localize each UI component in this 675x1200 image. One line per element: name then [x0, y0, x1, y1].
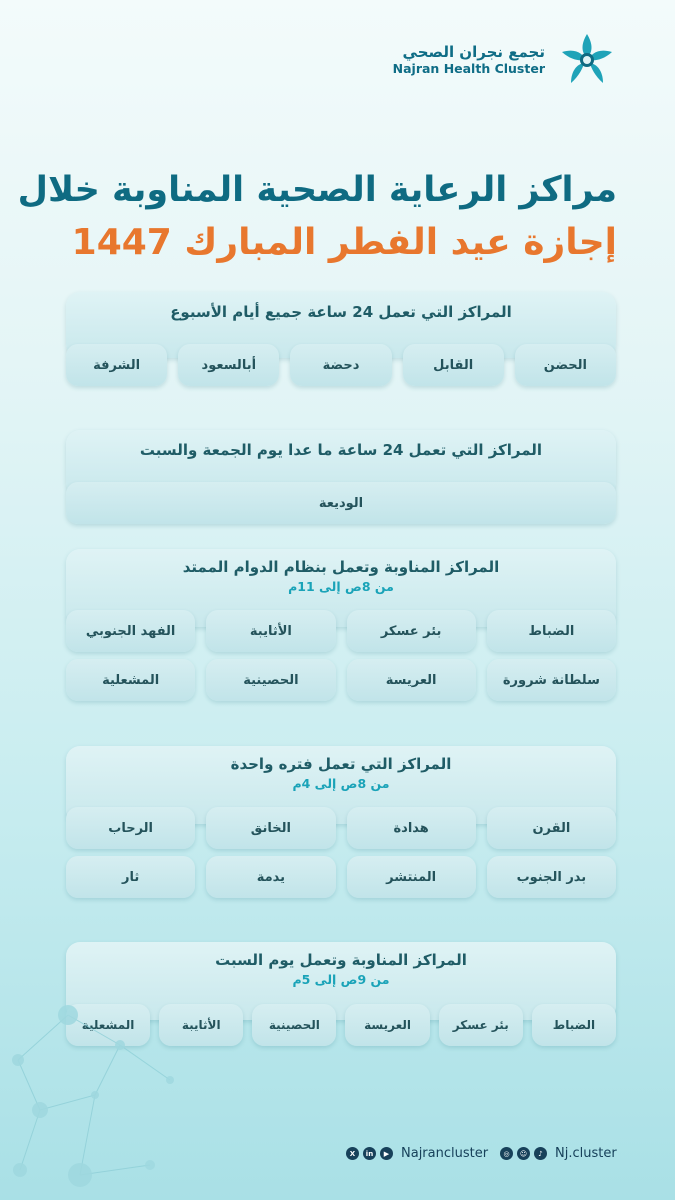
section-extended-hours — [66, 549, 616, 701]
section-heading-text: المراكز المناوبة وتعمل يوم السبت — [215, 951, 467, 969]
snapchat-icon[interactable]: ☺ — [517, 1147, 530, 1160]
section-hours: من 9ص إلى 5م — [292, 972, 390, 987]
center-pill: يدمة — [206, 856, 335, 898]
section-24h-all-week — [66, 292, 616, 388]
section-heading-text: المراكز المناوبة وتعمل بنظام الدوام الممتد — [182, 558, 500, 576]
footer-handle-right[interactable]: Nj.cluster — [555, 1146, 617, 1161]
center-pill: المنتشر — [347, 856, 476, 898]
center-pill: الحضن — [515, 344, 616, 386]
center-pill: ثار — [66, 856, 195, 898]
center-pill: القرن — [487, 807, 616, 849]
center-row — [66, 344, 616, 386]
center-pill: بئر عسكر — [347, 610, 476, 652]
center-pill: الحصينية — [206, 659, 335, 701]
section-heading-text: المراكز التي تعمل فتره واحدة — [230, 755, 452, 773]
center-pill: سلطانة شرورة — [487, 659, 616, 701]
center-pill: القابل — [403, 344, 504, 386]
center-pill: الرحاب — [66, 807, 195, 849]
tiktok-icon[interactable]: ♪ — [534, 1147, 547, 1160]
footer-handle-left[interactable]: Najrancluster — [401, 1146, 489, 1161]
center-pill: الأثايبة — [206, 610, 335, 652]
center-pill: أبالسعود — [178, 344, 279, 386]
center-pill: الضباط — [487, 610, 616, 652]
center-pill: العريسة — [347, 659, 476, 701]
center-row — [66, 807, 616, 849]
instagram-icon[interactable]: ◎ — [500, 1147, 513, 1160]
center-pill: الأثايبة — [159, 1004, 243, 1046]
section-24h-except-fri-sat — [66, 430, 616, 526]
section-hours: من 8ص إلى 11م — [288, 579, 394, 594]
center-pill: الضباط — [532, 1004, 616, 1046]
logo — [393, 30, 617, 90]
center-row — [66, 856, 616, 898]
youtube-icon[interactable]: ▶ — [380, 1147, 393, 1160]
center-pill: بدر الجنوب — [487, 856, 616, 898]
center-pill: الحصينية — [252, 1004, 336, 1046]
logo-text — [393, 43, 545, 77]
najran-star-logo-icon — [557, 30, 617, 90]
footer-right-social — [500, 1146, 617, 1161]
center-pill: المشعلية — [66, 1004, 150, 1046]
center-pill: هدادة — [347, 807, 476, 849]
center-pill: المشعلية — [66, 659, 195, 701]
center-pill: الخانق — [206, 807, 335, 849]
center-pill: الفهد الجنوبي — [66, 610, 195, 652]
center-pill: بئر عسكر — [439, 1004, 523, 1046]
footer-left-social — [346, 1146, 488, 1161]
center-row — [66, 659, 616, 701]
page-title: مراكز الرعاية الصحية المناوبة خلال — [17, 170, 617, 210]
section-hours: من 8ص إلى 4م — [292, 776, 390, 791]
section-heading-text: المراكز التي تعمل 24 ساعة ما عدا يوم الجمعة والسبت — [139, 441, 543, 459]
linkedin-icon[interactable]: in — [363, 1147, 376, 1160]
section-heading-text: المراكز التي تعمل 24 ساعة جميع أيام الأسبوع — [170, 303, 512, 321]
footer — [0, 1142, 675, 1166]
section-single-shift — [66, 746, 616, 898]
page-subtitle: إجازة عيد الفطر المبارك 1447 — [71, 222, 617, 263]
center-row — [66, 482, 616, 524]
center-pill: العريسة — [345, 1004, 429, 1046]
x-icon[interactable]: X — [346, 1147, 359, 1160]
center-pill: الوديعة — [66, 482, 616, 524]
logo-english: Najran Health Cluster — [392, 61, 545, 76]
center-row — [66, 610, 616, 652]
center-pill: دحضة — [290, 344, 391, 386]
logo-arabic: تجمع نجران الصحي — [402, 43, 545, 61]
center-pill: الشرفة — [66, 344, 167, 386]
